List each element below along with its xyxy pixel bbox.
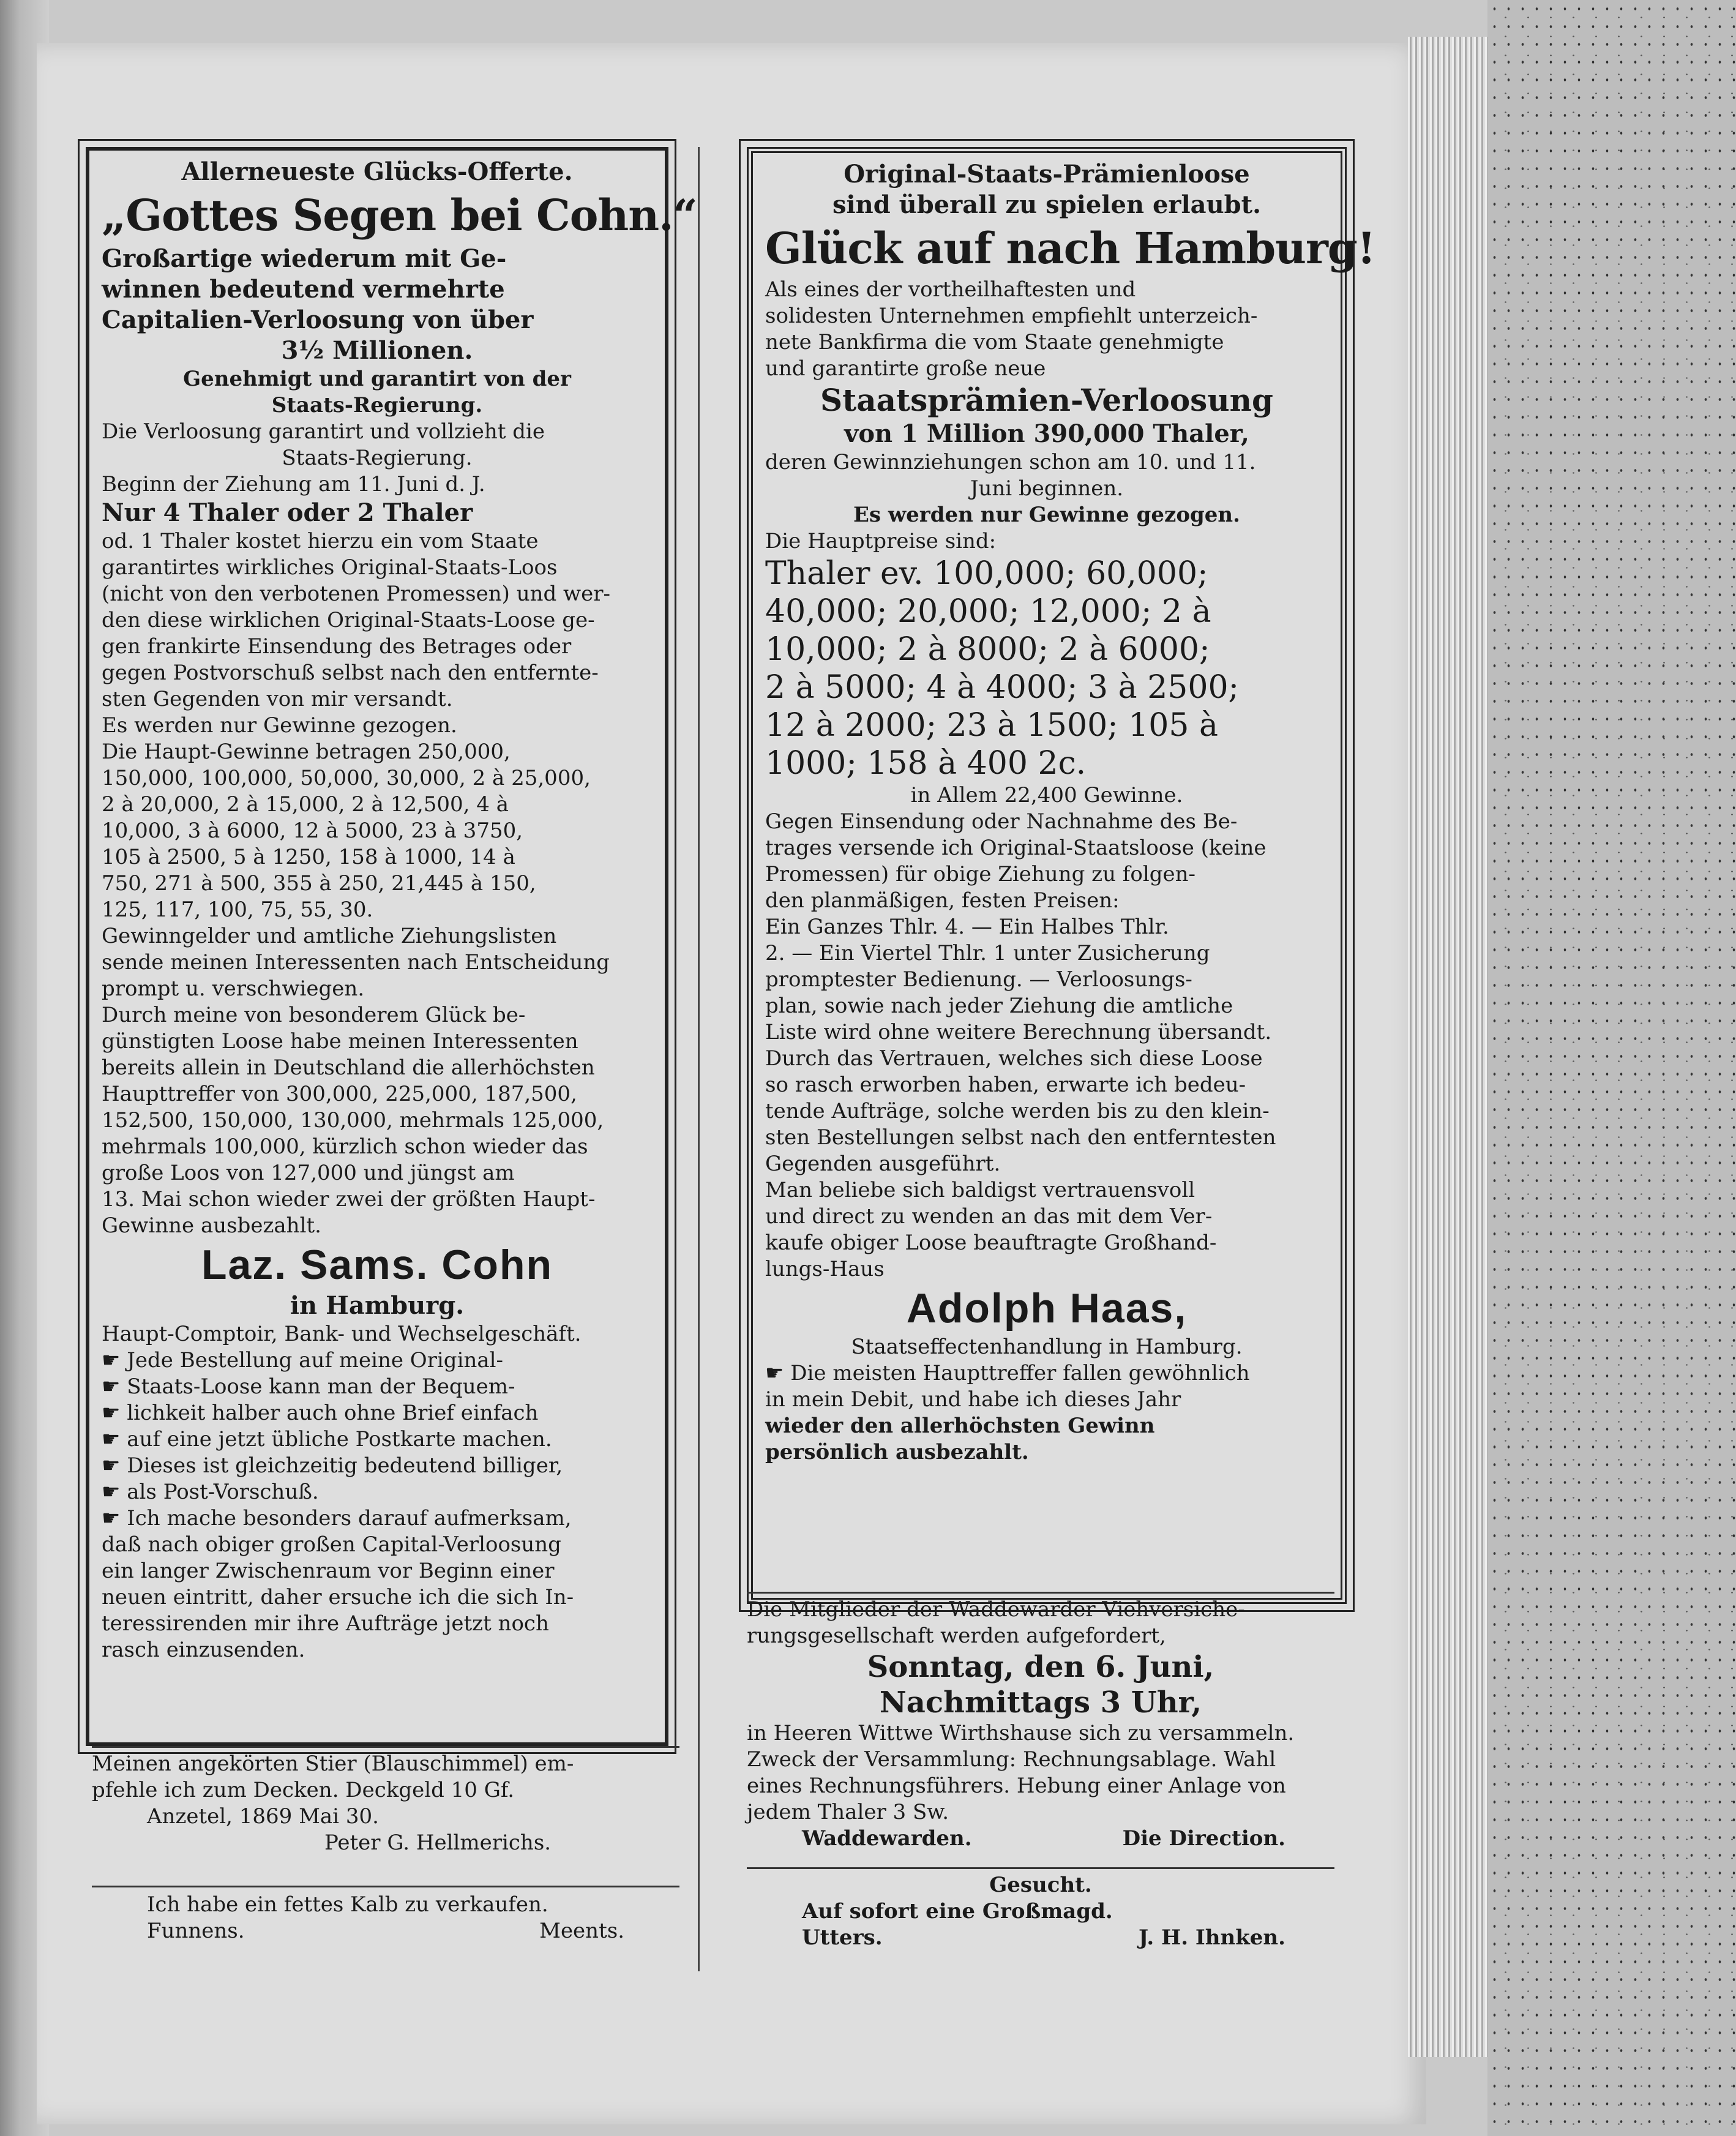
ad-line: wieder den allerhöchsten Gewinn: [765, 1414, 1155, 1438]
notice-line: pfehle ich zum Decken. Deckgeld 10 Gf.: [92, 1778, 515, 1802]
notice-line: Die Mitglieder der Waddewarder Viehversiche-: [747, 1597, 1245, 1622]
ad-line: Durch das Vertrauen, welches sich diese Loose: [765, 1046, 1263, 1071]
notice-signature: Peter G. Hellmerichs.: [324, 1831, 552, 1855]
advertisement-cohn: [86, 147, 697, 1746]
ad-line: Haupttreffer von 300,000, 225,000, 187,500,: [102, 1082, 577, 1106]
notice-signature: Die Direction.: [1122, 1826, 1285, 1851]
ad-line: sind überall zu spielen erlaubt.: [832, 190, 1262, 219]
ad-line: ☛ Die meisten Haupttreffer fallen gewöhnlich: [765, 1361, 1250, 1385]
ad-line: bereits allein in Deutschland die allerhöchsten: [102, 1055, 595, 1080]
notice-signature: Meents.: [539, 1919, 624, 1943]
ad-line: 125, 117, 100, 75, 55, 30.: [102, 897, 373, 922]
notice-title: Gesucht.: [989, 1873, 1092, 1897]
ad-line: Durch meine von besonderem Glück be-: [102, 1003, 526, 1027]
notice-footer: [747, 1826, 1285, 1852]
notice-line: Auf sofort eine Großmagd.: [802, 1899, 1113, 1924]
ad-line: „Gottes Segen bei Cohn.“: [102, 190, 697, 241]
ad-line: Nur 4 Thaler oder 2 Thaler: [102, 498, 473, 527]
ad-line: in mein Debit, und habe ich dieses Jahr: [765, 1387, 1181, 1412]
ad-line: den planmäßigen, festen Preisen:: [765, 888, 1120, 913]
ad-line: günstigten Loose habe meinen Interessenten: [102, 1029, 578, 1054]
notice-line: Zweck der Versammlung: Rechnungsablage. Wahl: [747, 1747, 1276, 1772]
ad-line: Juni beginnen.: [970, 476, 1124, 501]
ad-line: mehrmals 100,000, kürzlich schon wieder das: [102, 1134, 588, 1159]
ad-line: den diese wirklichen Original-Staats-Loose ge-: [102, 608, 595, 632]
ad-line: Allerneueste Glücks-Offerte.: [181, 157, 573, 186]
ad-line: ☛ lichkeit halber auch ohne Brief einfach: [102, 1401, 539, 1425]
ad-line: Staats-Regierung.: [282, 446, 473, 470]
ad-line: Staats-Regierung.: [271, 393, 483, 418]
notice-place: Funnens.: [147, 1919, 245, 1943]
ad-line: neuen eintritt, daher ersuche ich die sich In-: [102, 1585, 574, 1609]
ad-line: Genehmigt und garantirt von der: [183, 367, 571, 391]
ad-line: Ein Ganzes Thlr. 4. — Ein Halbes Thlr.: [765, 915, 1169, 939]
ad-line: Staatseffectenhandlung in Hamburg.: [851, 1335, 1243, 1359]
ad-line: solidesten Unternehmen empfiehlt unterzeich-: [765, 304, 1258, 328]
ad-line: Als eines der vortheilhaftesten und: [765, 277, 1136, 302]
ad-line: promptester Bedienung. — Verloosungs-: [765, 967, 1192, 992]
ad-line: von 1 Million 390,000 Thaler,: [844, 419, 1249, 448]
notice-gesucht: [747, 1872, 1334, 1951]
ad-line: 2 à 20,000, 2 à 15,000, 2 à 12,500, 4 à: [102, 792, 509, 817]
notice-line: Meinen angekörten Stier (Blauschimmel) em-: [92, 1752, 574, 1776]
ad-line: so rasch erworben haben, erwarte ich bedeu-: [765, 1073, 1246, 1097]
ad-line: Glück auf nach Hamburg!: [765, 223, 1375, 274]
ad-line: große Loos von 127,000 und jüngst am: [102, 1161, 515, 1185]
divider: [92, 1886, 679, 1887]
ad-line: 3½ Millionen.: [281, 336, 473, 365]
ad-line: ☛ Staats-Loose kann man der Bequem-: [102, 1374, 515, 1399]
ad-line: Haupt-Comptoir, Bank- und Wechselgeschäft.: [102, 1322, 582, 1346]
notice-date: Sonntag, den 6. Juni,: [867, 1650, 1214, 1684]
ad-line: ☛ Jede Bestellung auf meine Original-: [102, 1348, 503, 1373]
notice-kalb: [147, 1892, 679, 1944]
notice-stier: [92, 1751, 679, 1856]
ad-line: persönlich ausbezahlt.: [765, 1440, 1029, 1464]
ad-line: 10,000; 2 à 8000; 2 à 6000;: [765, 631, 1210, 668]
column-divider: [698, 147, 700, 1971]
ad-line: deren Gewinnziehungen schon am 10. und 11.: [765, 450, 1256, 474]
ad-line: nete Bankfirma die vom Staate genehmigte: [765, 330, 1224, 354]
ad-line: rasch einzusenden.: [102, 1638, 305, 1662]
ad-line: Liste wird ohne weitere Berechnung übersandt.: [765, 1020, 1272, 1044]
ad-line: tende Aufträge, solche werden bis zu den klein-: [765, 1099, 1270, 1123]
notice-footer: [747, 1925, 1285, 1951]
ad-line: Es werden nur Gewinne gezogen.: [102, 713, 457, 738]
ad-line: ein langer Zwischenraum vor Beginn einer: [102, 1559, 555, 1583]
ad-line: (nicht von den verbotenen Promessen) und wer-: [102, 582, 611, 606]
ad-line: Man beliebe sich baldigst vertrauensvoll: [765, 1178, 1195, 1202]
divider: [747, 1592, 1334, 1594]
ad-line: 10,000, 3 à 6000, 12 à 5000, 23 à 3750,: [102, 819, 523, 843]
ad-line: 2 à 5000; 4 à 4000; 3 à 2500;: [765, 669, 1240, 706]
ad-line: kaufe obiger Loose beauftragte Großhand-: [765, 1231, 1217, 1255]
notice-line: in Heeren Wittwe Wirthshause sich zu versammeln.: [747, 1721, 1295, 1745]
notice-line: eines Rechnungsführers. Hebung einer Anlage von: [747, 1774, 1286, 1798]
ad-line: garantirtes wirkliches Original-Staats-Loos: [102, 555, 558, 580]
ad-line: od. 1 Thaler kostet hierzu ein vom Staate: [102, 529, 539, 553]
ad-line: teressirenden mir ihre Aufträge jetzt noch: [102, 1611, 549, 1636]
ad-line: 12 à 2000; 23 à 1500; 105 à: [765, 707, 1219, 744]
ad-line: lungs-Haus: [765, 1257, 885, 1281]
ad-line: Thaler ev. 100,000; 60,000;: [765, 555, 1208, 592]
ad-line: Gewinne ausbezahlt.: [102, 1213, 321, 1238]
ad-line: Die Hauptpreise sind:: [765, 529, 997, 553]
ad-line: und direct zu wenden an das mit dem Ver-: [765, 1204, 1213, 1229]
ad-line: Capitalien-Verloosung von über: [102, 305, 534, 334]
ad-line: gegen Postvorschuß selbst nach den entfernte-: [102, 661, 599, 685]
ad-line: 13. Mai schon wieder zwei der größten Haupt-: [102, 1187, 596, 1212]
notice-place: Utters.: [802, 1925, 883, 1950]
ad-line: sende meinen Interessenten nach Entscheidung: [102, 950, 610, 975]
ad-line: ☛ als Post-Vorschuß.: [102, 1480, 319, 1504]
notice-line: Ich habe ein fettes Kalb zu verkaufen.: [147, 1892, 548, 1917]
ad-line: 750, 271 à 500, 355 à 250, 21,445 à 150,: [102, 871, 536, 896]
ad-line: trages versende ich Original-Staatsloose (keine: [765, 836, 1266, 860]
ad-line: und garantirte große neue: [765, 356, 1046, 381]
ad-line: ☛ Ich mache besonders darauf aufmerksam,: [102, 1506, 572, 1531]
notice-signature: J. H. Ihnken.: [1138, 1925, 1285, 1950]
notice-line: jedem Thaler 3 Sw.: [747, 1800, 949, 1824]
ad-line: gen frankirte Einsendung des Betrages oder: [102, 634, 572, 659]
ad-line: ☛ Dieses ist gleichzeitig bedeutend billiger,: [102, 1453, 563, 1478]
ad-line: Original-Staats-Prämienloose: [844, 160, 1250, 189]
ad-line: 1000; 158 à 400 2c.: [765, 745, 1087, 782]
ad-line: 152,500, 150,000, 130,000, mehrmals 125,000,: [102, 1108, 604, 1133]
ad-line: Gegenden ausgeführt.: [765, 1152, 1001, 1176]
ad-line: plan, sowie nach jeder Ziehung die amtliche: [765, 994, 1233, 1018]
book-cover-speckled: [1487, 0, 1736, 2136]
ad-line: 105 à 2500, 5 à 1250, 158 à 1000, 14 à: [102, 845, 515, 869]
ad-line: 2. — Ein Viertel Thlr. 1 unter Zusicherung: [765, 941, 1210, 965]
ad-line: 40,000; 20,000; 12,000; 2 à: [765, 593, 1211, 630]
ad-line: Promessen) für obige Ziehung zu folgen-: [765, 862, 1195, 886]
notice-line: Anzetel, 1869 Mai 30.: [147, 1804, 379, 1829]
ad-line: Gegen Einsendung oder Nachnahme des Be-: [765, 809, 1238, 834]
ad-line: sten Bestellungen selbst nach den entferntesten: [765, 1125, 1276, 1150]
ad-line: 150,000, 100,000, 50,000, 30,000, 2 à 25,000,: [102, 766, 591, 790]
ad-line: Großartige wiederum mit Ge-: [102, 244, 507, 273]
notice-footer: [147, 1918, 624, 1944]
ad-line: Staatsprämien-Verloosung: [820, 382, 1273, 418]
ad-line: daß nach obiger großen Capital-Verloosung: [102, 1532, 561, 1557]
ad-line: prompt u. verschwiegen.: [102, 976, 365, 1001]
ad-line: Die Verloosung garantirt und vollzieht die: [102, 419, 545, 444]
ad-line: in Allem 22,400 Gewinne.: [910, 783, 1183, 808]
ad-line: winnen bedeutend vermehrte: [102, 275, 505, 304]
divider: [92, 1746, 679, 1748]
notice-time: Nachmittags 3 Uhr,: [879, 1685, 1202, 1720]
ad-line: Adolph Haas,: [906, 1285, 1188, 1332]
ad-line: Es werden nur Gewinne gezogen.: [853, 503, 1240, 527]
ad-line: in Hamburg.: [290, 1291, 465, 1320]
ad-line: Laz. Sams. Cohn: [201, 1242, 553, 1288]
advertisement-haas: [747, 147, 1375, 1604]
notice-versammlung: [747, 1597, 1334, 1852]
notice-line: rungsgesellschaft werden aufgefordert,: [747, 1624, 1166, 1648]
ad-line: Die Haupt-Gewinne betragen 250,000,: [102, 740, 511, 764]
notice-place: Waddewarden.: [802, 1826, 972, 1851]
ad-line: Beginn der Ziehung am 11. Juni d. J.: [102, 472, 485, 497]
divider: [747, 1867, 1334, 1869]
ad-line: Gewinngelder und amtliche Ziehungslisten: [102, 924, 557, 948]
ad-line: ☛ auf eine jetzt übliche Postkarte machen.: [102, 1427, 552, 1452]
ad-line: sten Gegenden von mir versandt.: [102, 687, 453, 711]
